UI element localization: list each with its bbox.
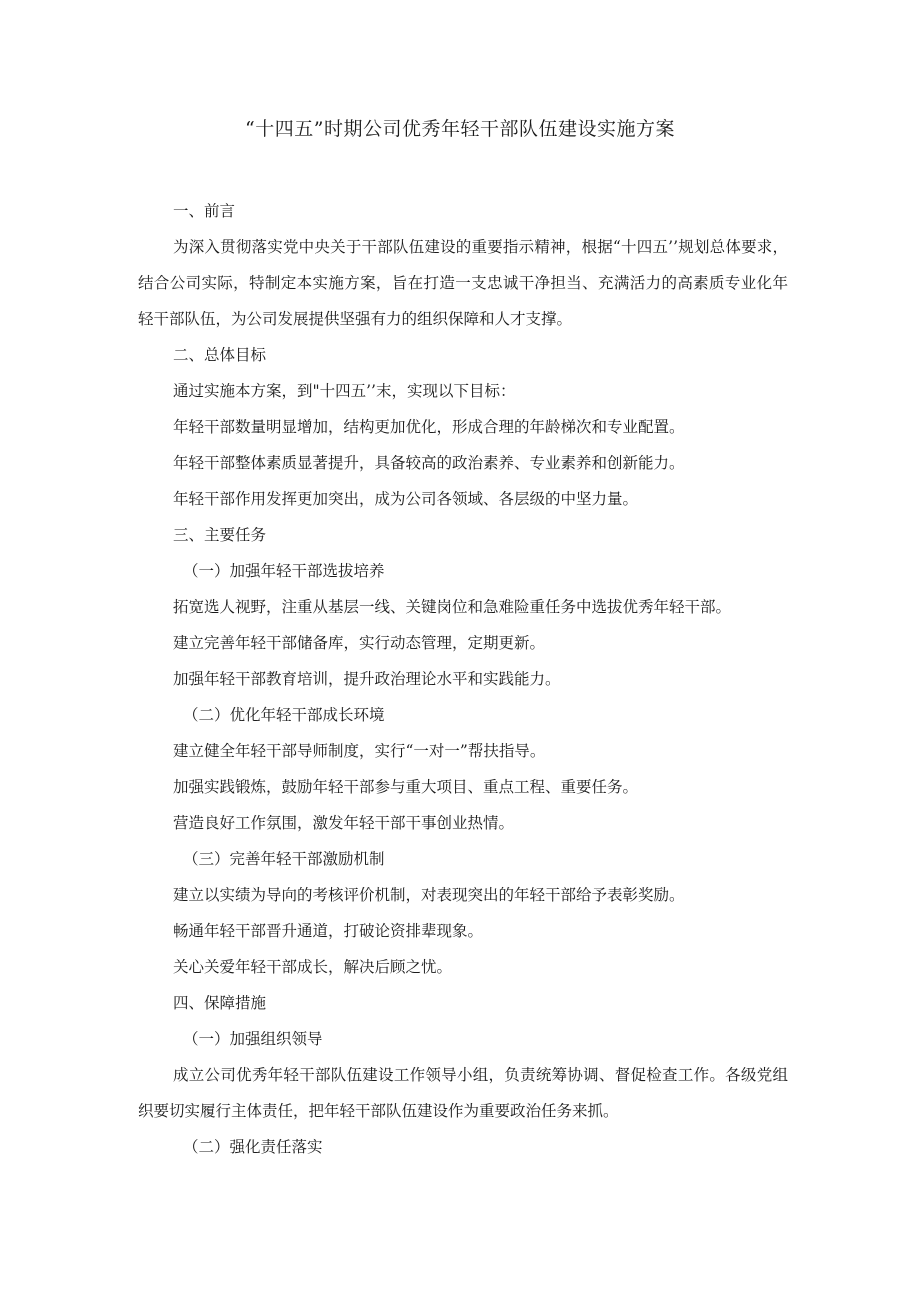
section-heading: 四、保障措施	[173, 994, 267, 1012]
paragraph: 建立以实绩为导向的考核评价机制，对表现突出的年轻干部给予表彰奖励。	[173, 886, 685, 904]
section-heading: 二、总体目标	[173, 346, 267, 364]
section-heading: 一、前言	[173, 202, 236, 220]
paragraph: 营造良好工作氛围，激发年轻干部干事创业热情。	[173, 814, 515, 832]
paragraph: 拓宽选人视野，注重从基层一线、关键岗位和急难险重任务中选拔优秀年轻干部。	[173, 598, 732, 616]
paragraph: 畅通年轻干部晋升通道，打破论资排辈现象。	[173, 922, 484, 940]
paragraph: 通过实施本方案，到"十四五’’末，实现以下目标：	[173, 382, 516, 400]
section-heading: 三、主要任务	[173, 526, 267, 544]
paragraph: 建立健全年轻干部导师制度，实行“一对一”帮扶指导。	[173, 742, 546, 760]
subsection-heading: （三）完善年轻干部激励机制	[183, 850, 385, 868]
paragraph: 年轻干部数量明显增加，结构更加优化，形成合理的年龄梯次和专业配置。	[173, 418, 685, 436]
paragraph: 成立公司优秀年轻干部队伍建设工作领导小组，负责统筹协调、督促检查工作。各级党组织要切实履行主体责任，把年轻干部队伍建设作为重要政治任务来抓。	[138, 1066, 788, 1120]
paragraph: 加强年轻干部教育培训，提升政治理论水平和实践能力。	[173, 670, 561, 688]
subsection-heading: （二）强化责任落实	[183, 1138, 323, 1156]
paragraph: 年轻干部作用发挥更加突出，成为公司各领域、各层级的中坚力量。	[173, 490, 639, 508]
paragraph: 为深入贯彻落实党中央关于干部队伍建设的重要指示精神，根据“十四五’’规划总体要求，结合公司实际，特制定本实施方案，旨在打造一支忠诚干净担当、充满活力的高素质专业化年轻干部队伍，为公司发展提供坚强有力的组织保障和人才支撑。	[138, 238, 788, 328]
subsection-heading: （一）加强组织领导	[183, 1030, 323, 1048]
subsection-heading: （一）加强年轻干部选拔培养	[183, 562, 385, 580]
subsection-heading: （二）优化年轻干部成长环境	[183, 706, 385, 724]
document-body	[138, 193, 788, 1165]
paragraph: 关心关爱年轻干部成长，解决后顾之忧。	[173, 958, 453, 976]
document-title: “十四五”时期公司优秀年轻干部队伍建设实施方案	[245, 118, 675, 140]
paragraph: 年轻干部整体素质显著提升，具备较高的政治素养、专业素养和创新能力。	[173, 454, 685, 472]
paragraph: 加强实践锻炼，鼓励年轻干部参与重大项目、重点工程、重要任务。	[173, 778, 639, 796]
paragraph: 建立完善年轻干部储备库，实行动态管理，定期更新。	[173, 634, 546, 652]
